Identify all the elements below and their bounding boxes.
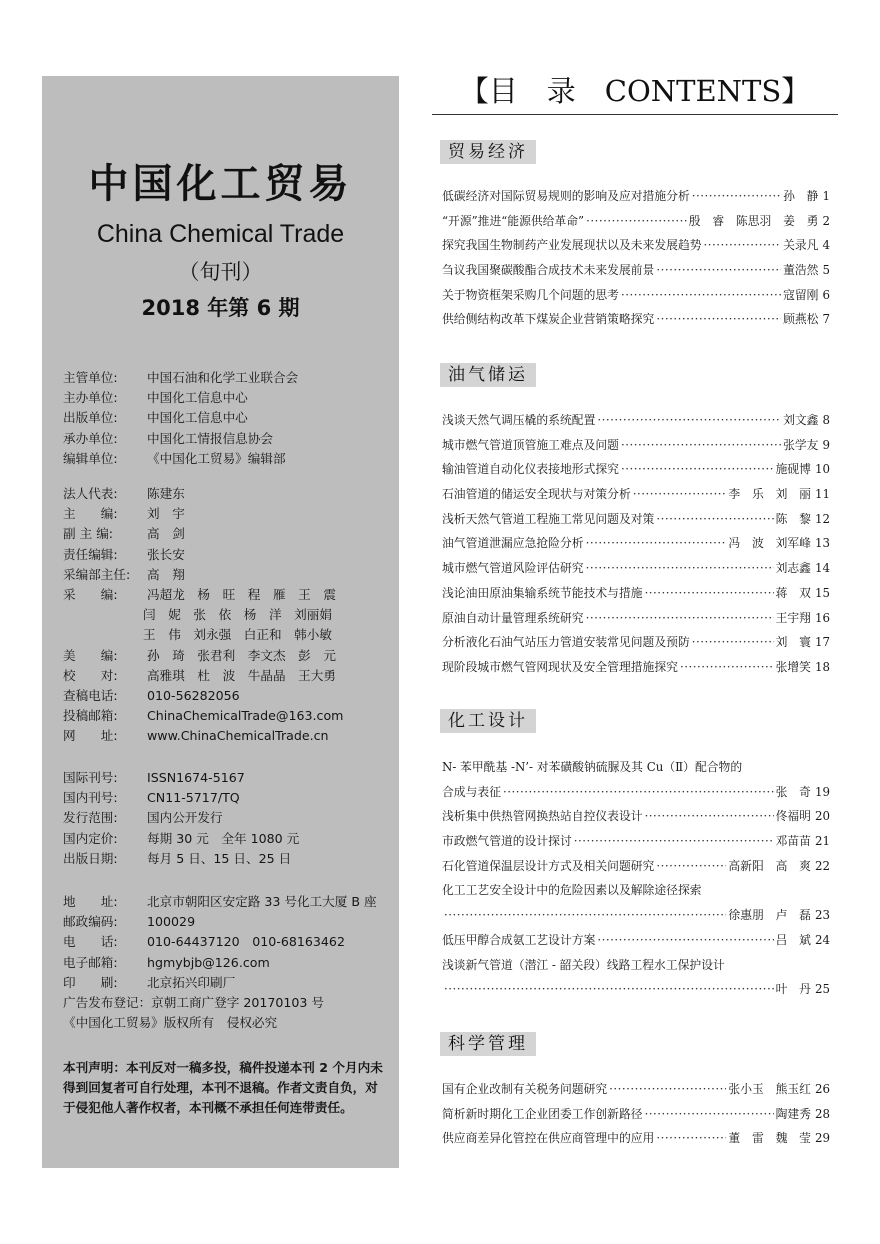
toc-item-page: 29 xyxy=(814,1131,830,1146)
dot-leader xyxy=(586,209,687,234)
info-value: 中国石油和化学工业联合会 xyxy=(147,370,299,385)
toc-item-page: 18 xyxy=(814,659,830,674)
toc-item-author: 董 雷 魏 莹 xyxy=(728,1131,811,1146)
dot-leader xyxy=(503,780,774,805)
toc-item-title: 现阶段城市燃气管网现状及安全管理措施探究 xyxy=(442,659,678,674)
toc-item[interactable] xyxy=(442,531,830,556)
info-row xyxy=(63,849,299,869)
toc-list xyxy=(442,755,830,1002)
info-label: 电子邮箱: xyxy=(63,954,118,970)
toc-item-author: 刘志鑫 xyxy=(775,561,811,576)
toc-item-page: 13 xyxy=(814,536,830,551)
info-value: 中国化工信息中心 xyxy=(147,410,248,426)
toc-item-page: 19 xyxy=(814,784,830,799)
info-row xyxy=(63,706,343,726)
magazine-issue: 2018 年第 6 期 xyxy=(141,296,300,320)
toc-item[interactable] xyxy=(442,209,830,234)
toc-item[interactable] xyxy=(442,433,830,458)
toc-item[interactable] xyxy=(442,184,830,209)
info-label: 国内定价: xyxy=(63,830,118,846)
info-label: 责任编辑: xyxy=(63,546,118,562)
info-value: 高 翔 xyxy=(147,566,185,582)
toc-item-author: 冯 波 刘军峰 xyxy=(728,536,811,551)
toc-item-title: 刍议我国聚碳酸酯合成技术未来发展前景 xyxy=(442,263,655,278)
toc-item-page: 15 xyxy=(814,585,830,600)
toc-item-page: 28 xyxy=(814,1106,830,1121)
toc-item-page: 20 xyxy=(814,809,830,824)
dot-leader xyxy=(586,556,774,581)
dot-leader xyxy=(645,1102,774,1127)
info-value: 高 剑 xyxy=(147,526,185,542)
magazine-title-en: China Chemical Trade xyxy=(96,220,345,248)
toc-item-author: 邓苗苗 xyxy=(775,834,811,849)
toc-item-title: 供给侧结构改革下煤炭企业营销策略探究 xyxy=(442,312,655,327)
dot-leader xyxy=(645,804,774,829)
dot-leader xyxy=(609,1077,726,1102)
toc-item-page: 14 xyxy=(814,561,830,576)
toc-item-title: 简析新时期化工企业团委工作创新路径 xyxy=(442,1106,643,1121)
toc-item-title: 原油自动计量管理系统研究 xyxy=(442,610,584,625)
info-value: 冯超龙 杨 旺 程 雁 王 震 xyxy=(147,586,336,602)
info-value: 刘 宇 xyxy=(147,506,185,522)
magazine-frequency: （旬刊） xyxy=(178,260,263,284)
toc-item-page: 8 xyxy=(822,413,830,427)
toc-item[interactable] xyxy=(442,307,830,332)
dot-leader xyxy=(633,482,727,507)
toc-item-page: 26 xyxy=(814,1082,830,1096)
toc-item-author: 王宇翔 xyxy=(775,610,811,625)
info-row xyxy=(63,388,298,408)
dot-leader xyxy=(621,433,781,458)
toc-item-author: 张小玉 熊玉红 xyxy=(728,1082,811,1096)
info-label: 印 刷: xyxy=(63,974,118,990)
toc-item[interactable] xyxy=(442,507,830,532)
info-row xyxy=(63,429,298,449)
toc-item-page: 25 xyxy=(814,982,830,997)
toc-item[interactable] xyxy=(442,457,830,482)
toc-item-page: 23 xyxy=(814,908,830,923)
toc-item-page: 2 xyxy=(822,213,830,228)
info-label: 编辑单位: xyxy=(63,450,118,466)
toc-item-page: 4 xyxy=(822,238,830,253)
toc-item-title: 浅谈天然气调压橇的系统配置 xyxy=(442,413,596,427)
dot-leader xyxy=(586,531,727,556)
dot-leader xyxy=(656,258,781,283)
toc-item[interactable] xyxy=(442,1077,830,1102)
toc-item-title-line[interactable]: 浅谈新气管道（潜江 - 韶关段）线路工程水工保护设计 xyxy=(442,957,725,972)
toc-item-author: 高新阳 高 爽 xyxy=(728,858,811,873)
info-row xyxy=(63,666,343,686)
toc-item-title: 国有企业改制有关税务问题研究 xyxy=(442,1082,608,1096)
toc-item-author: 徐惠朋 卢 磊 xyxy=(728,908,811,923)
toc-item-author: 刘 寰 xyxy=(775,635,811,650)
magazine-title-cn: 中国化工贸易 xyxy=(88,161,353,207)
toc-item-author: 陶建秀 xyxy=(775,1106,811,1121)
info-label: 地 址: xyxy=(63,894,118,909)
toc-item[interactable] xyxy=(442,1102,830,1127)
toc-item-page: 5 xyxy=(822,263,830,278)
dot-leader xyxy=(586,606,774,631)
info-row xyxy=(63,686,343,706)
toc-item[interactable] xyxy=(442,1126,830,1151)
toc-item-title: 供应商差异化管控在供应商管理中的应用 xyxy=(442,1131,655,1146)
toc-item[interactable] xyxy=(442,408,830,433)
info-value: ISSN1674-5167 xyxy=(147,770,245,785)
staff-continuation-line: 闫 妮 张 依 杨 洋 刘丽娟 xyxy=(143,607,332,623)
staff-continuation-line: 王 伟 刘永强 白正和 韩小敏 xyxy=(143,627,332,643)
info-row xyxy=(63,524,343,544)
dot-leader xyxy=(444,903,726,928)
info-row xyxy=(63,973,377,993)
toc-item-title: 石化管道保温层设计方式及相关问题研究 xyxy=(442,858,655,873)
info-row xyxy=(63,892,377,912)
info-label: 采编部主任: xyxy=(63,566,131,582)
info-row xyxy=(63,449,298,469)
toc-item-title: 探究我国生物制药产业发展现状以及未来发展趋势 xyxy=(442,238,702,253)
staff-info-block xyxy=(63,484,343,746)
toc-item-page: 10 xyxy=(814,462,830,477)
toc-item[interactable] xyxy=(442,556,830,581)
dot-leader xyxy=(656,854,726,879)
info-row xyxy=(63,368,298,388)
toc-item-author: 张 奇 xyxy=(775,784,811,799)
toc-item[interactable] xyxy=(442,780,830,805)
toc-item-title: 城市燃气管道顶管施工难点及问题 xyxy=(442,437,619,452)
toc-item-author: 关录凡 xyxy=(783,238,819,253)
info-label: 出版单位: xyxy=(63,410,118,426)
info-value: www.ChinaChemicalTrade.cn xyxy=(147,728,329,744)
info-value: CN11-5717/TQ xyxy=(147,790,240,806)
info-label: 承办单位: xyxy=(63,430,118,446)
info-value: 北京拓兴印刷厂 xyxy=(147,974,236,990)
info-value: 北京市朝阳区安定路 33 号化工大厦 B 座 xyxy=(147,894,377,909)
info-value: 中国化工信息中心 xyxy=(147,390,248,406)
toc-item-page: 6 xyxy=(822,287,830,302)
toc-item-title: 分析液化石油气站压力管道安装常见问题及预防 xyxy=(442,635,690,650)
toc-item-author: 孙 静 xyxy=(783,189,819,203)
toc-item-page: 1 xyxy=(822,189,830,203)
info-row xyxy=(63,484,343,504)
toc-item[interactable] xyxy=(442,928,830,953)
contents-header: 【目 录 CONTENTS】 xyxy=(432,68,838,115)
toc-item-page: 17 xyxy=(814,635,830,650)
toc-list xyxy=(442,184,830,332)
toc-item-page: 9 xyxy=(822,437,830,452)
toc-item[interactable] xyxy=(442,903,830,928)
info-label: 出版日期: xyxy=(63,850,118,866)
toc-item-title: 市政燃气管道的设计探讨 xyxy=(442,834,572,849)
toc-item-title: 输油管道自动化仪表接地形式探究 xyxy=(442,462,619,477)
dot-leader xyxy=(692,630,774,655)
toc-item-page: 16 xyxy=(814,610,830,625)
info-row xyxy=(63,585,343,605)
publication-meta-block xyxy=(63,768,299,869)
toc-item-title: 城市燃气管道风险评估研究 xyxy=(442,561,584,576)
toc-item-author: 施砚博 xyxy=(775,462,811,477)
toc-item-author: 佟福明 xyxy=(775,809,811,824)
info-row xyxy=(63,726,343,746)
toc-item[interactable] xyxy=(442,655,830,680)
info-label: 主 编: xyxy=(63,506,118,522)
toc-item[interactable] xyxy=(442,804,830,829)
toc-item-title: 油气管道泄漏应急抢险分析 xyxy=(442,536,584,551)
info-label: 邮政编码: xyxy=(63,914,118,930)
toc-item-page: 22 xyxy=(814,858,830,873)
toc-item[interactable] xyxy=(442,482,830,507)
toc-item-author: 蒋 双 xyxy=(775,585,811,600)
info-value: 张长安 xyxy=(147,546,185,562)
info-row xyxy=(63,565,343,585)
toc-item[interactable] xyxy=(442,854,830,879)
org-info-block xyxy=(63,368,298,469)
dot-leader xyxy=(704,233,782,258)
info-row xyxy=(63,953,377,973)
toc-list xyxy=(442,408,830,680)
info-label: 国际刊号: xyxy=(63,770,118,785)
toc-item-title-line[interactable]: 化工工艺安全设计中的危险因素以及解除途径探索 xyxy=(442,883,702,898)
toc-item-title: 低压甲醇合成氨工艺设计方案 xyxy=(442,932,596,947)
copyright-line: 《中国化工贸易》版权所有 侵权必究 xyxy=(63,1015,278,1031)
toc-item[interactable] xyxy=(442,258,830,283)
toc-item-title: “开源”推进“能源供给革命” xyxy=(442,213,585,228)
toc-item[interactable] xyxy=(442,233,830,258)
info-label: 采 编: xyxy=(63,586,118,602)
dot-leader xyxy=(656,307,781,332)
info-row xyxy=(63,646,343,666)
info-value: 中国化工情报信息协会 xyxy=(147,430,273,446)
info-label: 国内刊号: xyxy=(63,790,118,806)
dot-leader xyxy=(645,581,774,606)
info-label: 网 址: xyxy=(63,728,118,744)
toc-item-title: 浅析天然气管道工程施工常见问题及对策 xyxy=(442,511,655,526)
masthead-panel xyxy=(42,76,399,1168)
toc-item-title: 浅论油田原油集输系统节能技术与措施 xyxy=(442,585,643,600)
toc-item[interactable] xyxy=(442,829,830,854)
copyright-notice: 本刊声明：本刊反对一稿多投，稿件投递本刊 2 个月内未得到回复者可自行处理，本刊不退稿。作者文责自负，对于侵犯他人著作权者，本刊概不承担任何连带责任。 xyxy=(63,1060,383,1116)
toc-list xyxy=(442,1077,830,1151)
info-row xyxy=(63,768,299,788)
info-value: 国内公开发行 xyxy=(147,810,223,826)
info-value: 每月 5 日、15 日、25 日 xyxy=(147,850,292,866)
info-label: 投稿邮箱: xyxy=(63,708,118,724)
info-label: 副 主 编: xyxy=(63,526,114,542)
toc-item-author: 李 乐 刘 丽 xyxy=(728,487,811,502)
toc-item[interactable] xyxy=(442,581,830,606)
dot-leader xyxy=(656,507,773,532)
toc-item-author: 吕 斌 xyxy=(775,932,811,947)
toc-item-author: 张学友 xyxy=(783,437,819,452)
info-label: 主管单位: xyxy=(63,370,118,385)
section-title: 油气储运 xyxy=(440,363,536,387)
info-label: 主办单位: xyxy=(63,390,118,406)
dot-leader xyxy=(444,977,774,1002)
dot-leader xyxy=(597,928,773,953)
info-label: 校 对: xyxy=(63,667,118,683)
info-value: 孙 琦 张君利 李文杰 彭 元 xyxy=(147,647,336,663)
dot-leader xyxy=(621,457,774,482)
toc-item[interactable] xyxy=(442,283,830,308)
section-title: 化工设计 xyxy=(440,709,536,733)
info-row xyxy=(63,912,377,932)
info-label: 发行范围: xyxy=(63,810,118,826)
toc-item-page: 12 xyxy=(814,511,830,526)
toc-item-title: 关于物资框架采购几个问题的思考 xyxy=(442,287,619,302)
info-row xyxy=(63,788,299,808)
toc-item-author: 董浩然 xyxy=(783,263,819,278)
info-row xyxy=(63,408,298,428)
toc-item-title: 低碳经济对国际贸易规则的影响及应对措施分析 xyxy=(442,189,690,203)
toc-item-title: 合成与表征 xyxy=(442,784,501,799)
dot-leader xyxy=(597,408,781,433)
info-row xyxy=(63,545,343,565)
toc-item-author: 刘文鑫 xyxy=(783,413,819,427)
info-value: 《中国化工贸易》编辑部 xyxy=(147,450,286,466)
address-block xyxy=(63,892,377,1033)
info-label: 法人代表: xyxy=(63,486,118,501)
toc-item-author: 寇留刚 xyxy=(783,287,819,302)
toc-item-page: 7 xyxy=(822,312,830,327)
dot-leader xyxy=(692,184,781,209)
info-value: 高雅琪 杜 波 牛晶晶 王大勇 xyxy=(147,667,336,683)
info-value: hgmybjb@126.com xyxy=(147,954,270,970)
dot-leader xyxy=(656,1126,726,1151)
info-value: 010-56282056 xyxy=(147,687,240,703)
section-title: 科学管理 xyxy=(440,1032,536,1056)
toc-item-title-line[interactable]: N- 苯甲酰基 -N’- 对苯磺酸钠硫脲及其 Cu（Ⅱ）配合物的 xyxy=(442,760,743,774)
toc-item-author: 叶 丹 xyxy=(775,982,811,997)
info-row xyxy=(63,932,377,952)
dot-leader xyxy=(680,655,774,680)
toc-item[interactable] xyxy=(442,977,830,1002)
toc-item-page: 21 xyxy=(814,834,830,849)
toc-item-author: 陈 黎 xyxy=(775,511,811,526)
info-value: 010-64437120 010-68163462 xyxy=(147,934,345,950)
info-value: 100029 xyxy=(147,914,196,930)
toc-item-page: 11 xyxy=(814,487,830,502)
toc-item-author: 顾燕松 xyxy=(783,312,819,327)
dot-leader xyxy=(574,829,774,854)
info-label: 查稿电话: xyxy=(63,687,118,703)
toc-item[interactable] xyxy=(442,606,830,631)
info-value: ChinaChemicalTrade@163.com xyxy=(147,708,344,724)
info-label: 美 编: xyxy=(63,647,118,663)
toc-item-title: 浅析集中供热管网换热站自控仪表设计 xyxy=(442,809,643,824)
info-value: 陈建东 xyxy=(147,486,185,501)
info-value: 每期 30 元 全年 1080 元 xyxy=(147,830,300,846)
toc-item-author: 殷 睿 陈思羽 姜 勇 xyxy=(688,213,819,228)
info-row xyxy=(63,808,299,828)
info-row xyxy=(63,829,299,849)
info-row xyxy=(63,504,343,524)
section-title: 贸易经济 xyxy=(440,140,536,164)
toc-item-page: 24 xyxy=(814,932,830,947)
info-label: 电 话: xyxy=(63,934,118,950)
ad-license-line: 广告发布登记：京朝工商广登字 20170103 号 xyxy=(63,994,325,1010)
toc-item-title: 石油管道的储运安全现状与对策分析 xyxy=(442,487,631,502)
dot-leader xyxy=(621,283,781,308)
toc-item-author: 张增笑 xyxy=(775,659,811,674)
toc-item[interactable] xyxy=(442,630,830,655)
